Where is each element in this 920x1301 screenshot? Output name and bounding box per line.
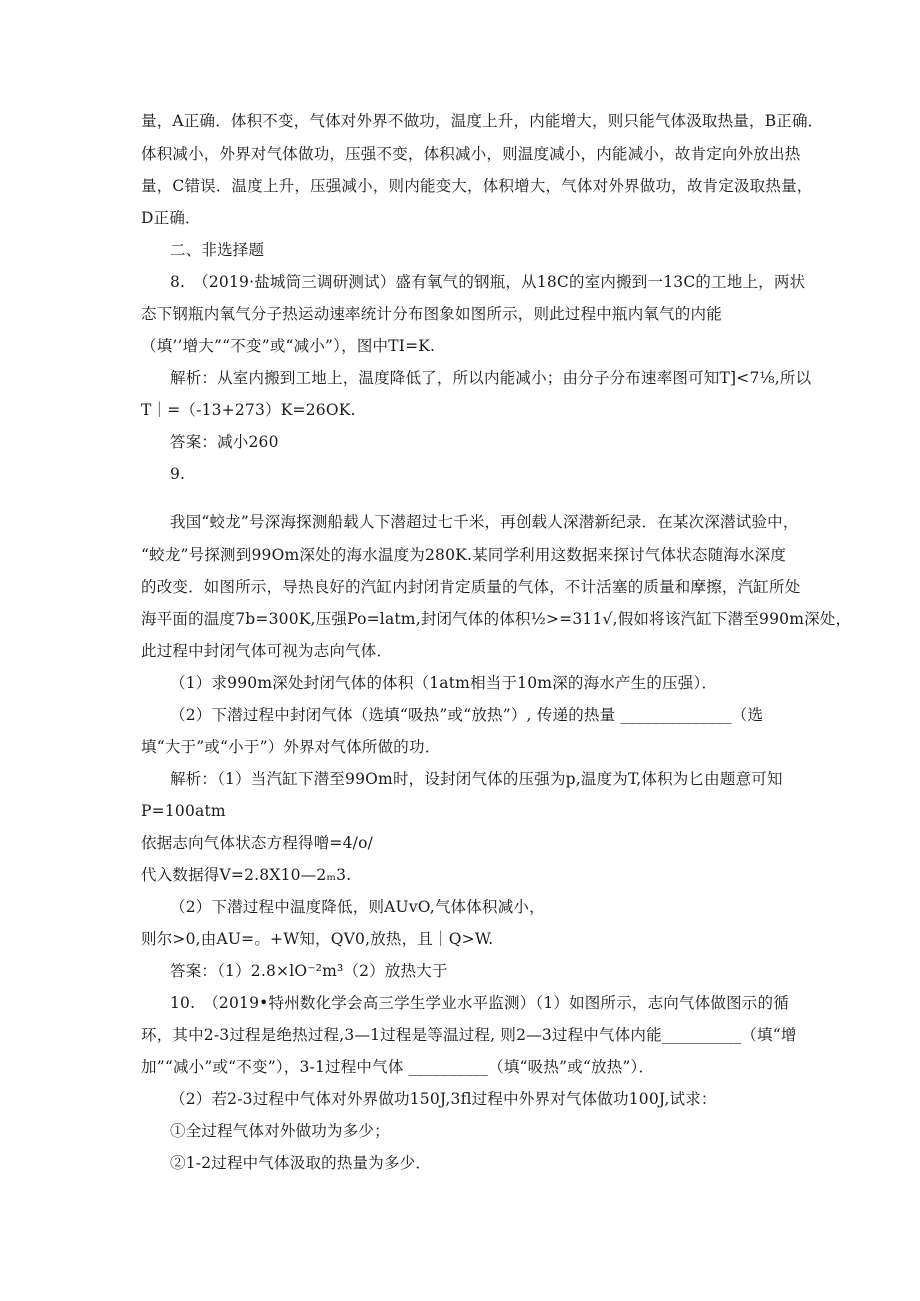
text-line: 此过程中封闭气体可视为志向气体． <box>141 642 393 660</box>
solution-line: （2）下潜过程中温度降低，则AUvO,气体体积减小， <box>170 898 545 916</box>
section-heading: 二、非选择题 <box>170 241 265 259</box>
text-line: （填’’增大”“不变”或“减小”），图中TI=K. <box>141 337 436 355</box>
solution-line: P=100atm <box>141 802 226 820</box>
solution-line: 解析：从室内搬到工地上，温度降低了，所以内能减小；由分子分布速率图可知T]<7⅛,所以 <box>170 369 812 387</box>
solution-line: T｜=（-13+273）K=26OK. <box>141 401 356 419</box>
text-line: 填“大于”或“小于”）外界对气体所做的功． <box>141 738 441 756</box>
text-line: 环，其中2-3过程是绝热过程,3—1过程是等温过程, 则2—3过程中气体内能__________（填“增 <box>141 1026 797 1044</box>
question-10-stem: 10. （2019•特州数化学会高三学生学业水平监测）（1）如图所示，志向气体做图示的循 <box>170 994 789 1012</box>
solution-line: 代入数据得V=2.8X10—2ₘ3. <box>141 866 352 884</box>
text-line: 量，C错误．温度上升，压强减小，则内能变大，体积增大，气体对外界做功，故肯定汲取热量， <box>141 177 813 195</box>
text-line: 海平面的温度7b=300K,压强Po=latm,封闭气体的体积½>=311√,假如将该汽缸下潜至990m深处， <box>141 610 852 628</box>
solution-line: 则尔>0,由AU=。+W知，QV0,放热，且｜Q>W. <box>141 930 494 948</box>
sub-question: ①全过程气体对外做功为多少； <box>170 1122 390 1140</box>
sub-question: （1）求990m深处封闭气体的体积（1atm相当于10m深的海水产生的压强）． <box>170 674 718 692</box>
text-line: “蛟龙”号探测到99Om深处的海水温度为280K.某同学利用这数据来探讨气体状态随海水深度 <box>141 546 787 564</box>
answer-line: 答案：（1）2.8×lO⁻²m³（2）放热大于 <box>170 962 448 980</box>
sub-question: （2）下潜过程中封闭气体（选填“吸热”或“放热”）, 传递的热量 ______________（选 <box>170 706 764 724</box>
text-line: 加”“减小”或“不变”），3-1过程中气体 __________（填“吸热”或“放热”）． <box>141 1058 655 1076</box>
text-line: D正确． <box>141 209 201 227</box>
text-line: 的改变．如图所示，导热良好的汽缸内封闭肯定质量的气体，不计活塞的质量和摩擦，汽缸所处 <box>141 578 801 596</box>
solution-line: 解析：（1）当汽缸下潜至99Om时，设封闭气体的压强为p,温度为T,体积为匕由题意可知 <box>170 770 783 788</box>
text-line: 态下钢瓶内氧气分子热运动速率统计分布图象如图所示，则此过程中瓶内氧气的内能 <box>141 305 722 323</box>
text-line: 量，A正确．体积不变，气体对外界不做功，温度上升，内能增大，则只能气体汲取热量，B正确． <box>141 112 824 130</box>
question-8-stem: 8. （2019·盐城筒三调研测试）盛有氧气的钢瓶，从18C的室内搬到一13C的工地上，两状 <box>170 273 806 291</box>
question-9-stem: 我国“蛟龙”号深海探测船载人下潜超过七千米，再创载人深潜新纪录．在某次深潜试验中， <box>170 513 799 531</box>
sub-question: （2）若2-3过程中气体对外界做功150J,3fl过程中外界对气体做功100J,试求： <box>170 1090 717 1108</box>
answer-line: 答案：减小260 <box>170 433 279 451</box>
text-line: 体积减小，外界对气体做功，压强不变，体积减小，则温度减小，内能减小，故肯定向外放出热 <box>141 145 801 163</box>
question-9-number: 9. <box>170 465 186 483</box>
solution-line: 依据志向气体状态方程得噌=4/o/ <box>141 834 374 852</box>
sub-question: ②1-2过程中气体汲取的热量为多少． <box>170 1154 432 1172</box>
